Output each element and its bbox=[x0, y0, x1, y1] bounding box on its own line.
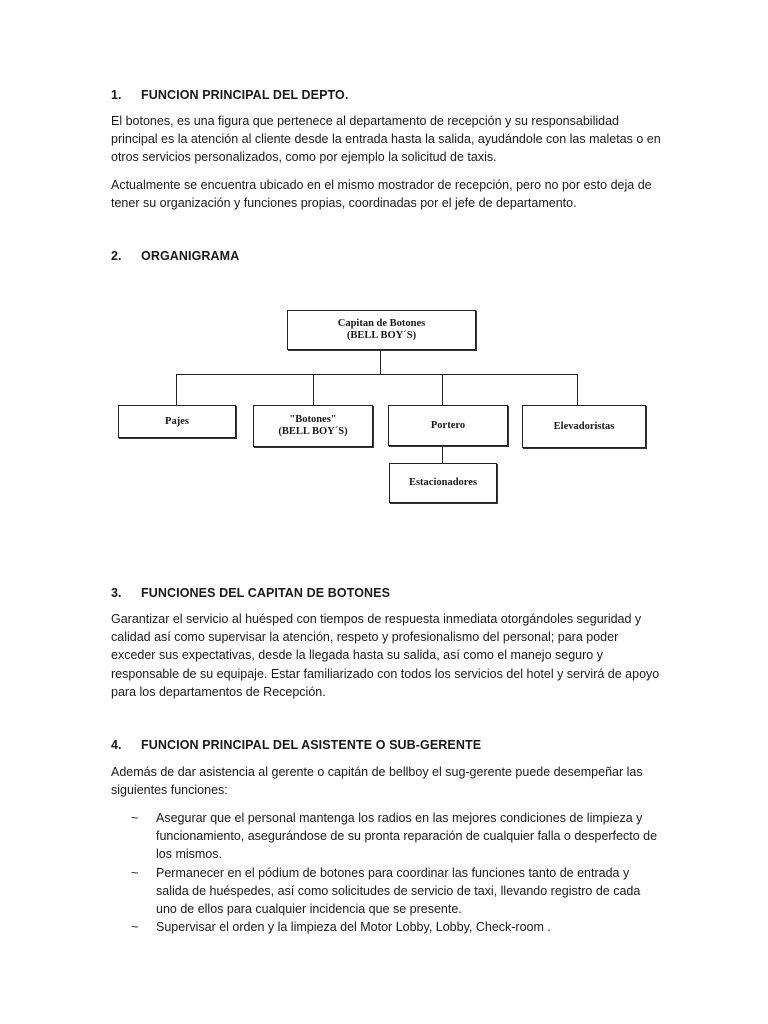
connector-line bbox=[577, 374, 578, 406]
bullet-symbol: ~ bbox=[131, 811, 139, 825]
org-box-elevadoristas bbox=[522, 405, 646, 448]
org-box-label: Pajes bbox=[165, 415, 189, 427]
list-item bbox=[131, 918, 661, 936]
section-2-heading bbox=[111, 249, 239, 263]
section-title: FUNCION PRINCIPAL DEL DEPTO. bbox=[141, 88, 349, 102]
list-item-text: Supervisar el orden y la limpieza del Motor Lobby, Lobby, Check-room . bbox=[156, 920, 551, 935]
bullet-symbol: ~ bbox=[131, 865, 139, 880]
section-title: ORGANIGRAMA bbox=[141, 249, 240, 263]
section-title: FUNCION PRINCIPAL DEL ASISTENTE O SUB-GERENTE bbox=[141, 738, 482, 752]
connector-line bbox=[176, 374, 177, 406]
connector-line bbox=[442, 446, 443, 464]
section-4-heading bbox=[111, 738, 481, 752]
section-1-paragraph-2: Actualmente se encuentra ubicado en el mismo mostrador de recepción, pero no por esto deja de tener su organización y funciones propias, coordinadas por el jefe de departamento. bbox=[111, 178, 652, 211]
section-1-heading bbox=[111, 88, 348, 102]
section-1-paragraph-1: El botones, es una figura que pertenece al departamento de recepción y su responsabilidad principal es la atención al cliente desde la entrada hasta la salida, ayudándole con las maletas o en otros servicios personalizados, como por ejemplo la solicitud de taxis. bbox=[111, 114, 661, 165]
list-item bbox=[131, 864, 661, 919]
org-box-label: "Botones" bbox=[289, 414, 337, 425]
bullet-symbol: ~ bbox=[131, 920, 139, 935]
org-box-estacionadores bbox=[389, 463, 497, 503]
section-3-paragraph: Garantizar el servicio al huésped con tiempos de respuesta inmediata otorgándoles seguridad y calidad así como supervisar la atención, respeto y profesionalismo del personal; para poder exceder sus expectativas, desde la llegada hasta su salida, así como el manejo seguro y responsable de su equipaje. Estar familiarizado con todos los servicios del hotel y servirá de apoyo para los departamentos de Recepción. bbox=[111, 612, 660, 699]
list-item-text: Asegurar que el personal mantenga los radios en las mejores condiciones de limpieza y funcionamiento, asegurándose de su pronta reparación de cualquier falla o desperfecto de los mismos. bbox=[156, 811, 658, 862]
org-box-label: (BELL BOY´S) bbox=[346, 330, 417, 341]
connector-line bbox=[313, 374, 314, 406]
list-item-text: Permanecer en el pódium de botones para coordinar las funciones tanto de entrada y salida de huéspedes, así como solicitudes de servicio de taxi, llevando registro de cada uno de ellos para cualquier incidencia que se presente. bbox=[156, 865, 641, 917]
org-box-portero bbox=[388, 405, 508, 446]
section-4-intro: Además de dar asistencia al gerente o capitán de bellboy el sug-gerente puede desempeñar las siguientes funciones: bbox=[111, 765, 643, 798]
list-item bbox=[131, 809, 661, 864]
org-box-label: (BELL BOY´S) bbox=[278, 426, 348, 437]
connector-line bbox=[380, 349, 381, 374]
connector-line bbox=[176, 374, 578, 375]
org-box-label: Elevadoristas bbox=[553, 420, 615, 432]
org-box-pajes bbox=[118, 405, 236, 438]
org-box-label: Capitan de Botones bbox=[337, 318, 426, 329]
connector-line bbox=[442, 374, 443, 406]
section-number: 3. bbox=[111, 586, 122, 600]
org-box-capitan bbox=[287, 310, 476, 350]
section-number: 2. bbox=[111, 249, 122, 263]
org-box-label: Portero bbox=[430, 419, 466, 431]
org-box-botones bbox=[253, 405, 373, 447]
section-title: FUNCIONES DEL CAPITAN DE BOTONES bbox=[141, 586, 391, 600]
org-box-label: Estacionadores bbox=[408, 477, 478, 488]
section-number: 1. bbox=[111, 88, 122, 102]
section-4-bullet-list bbox=[131, 809, 661, 936]
section-number: 4. bbox=[111, 738, 122, 752]
section-3-heading bbox=[111, 586, 390, 600]
